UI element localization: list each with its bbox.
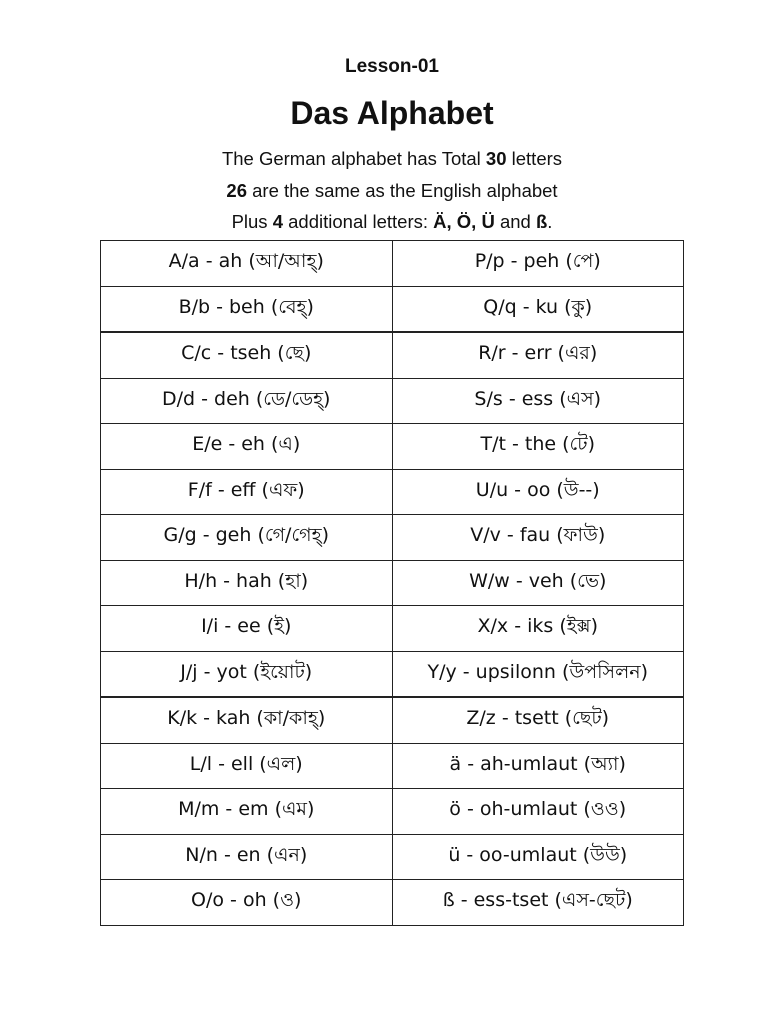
letter-cell-left: D/d - deh (ডে/ডেহ্)	[101, 378, 393, 424]
table-row	[101, 606, 684, 652]
additional-count: 4	[272, 211, 283, 232]
letter-cell-left: O/o - oh (ও)	[101, 880, 393, 926]
table-row	[101, 332, 684, 378]
umlaut-letters: Ä, Ö, Ü	[433, 211, 495, 232]
page-title: Das Alphabet	[290, 95, 494, 131]
letter-cell-left: G/g - geh (গে/গেহ্)	[101, 515, 393, 561]
letter-cell-right: T/t - the (টে)	[392, 424, 684, 470]
letter-cell-left: L/l - ell (এল)	[101, 743, 393, 789]
table-row	[101, 424, 684, 470]
table-row	[101, 789, 684, 835]
letter-cell-left: K/k - kah (কা/কাহ্)	[101, 697, 393, 743]
table-row	[101, 286, 684, 332]
letter-cell-left: A/a - ah (আ/আহ্)	[101, 241, 393, 287]
letter-cell-right: Z/z - tsett (ছেট)	[392, 697, 684, 743]
intro-text: are the same as the English alphabet	[246, 180, 558, 201]
table-row	[101, 880, 684, 926]
letter-cell-left: F/f - eff (এফ)	[101, 469, 393, 515]
letter-cell-right: U/u - oo (উ--)	[392, 469, 684, 515]
intro-line-1	[0, 148, 768, 170]
table-row	[101, 834, 684, 880]
same-count: 26	[226, 180, 247, 201]
table-row	[101, 560, 684, 606]
table-row	[101, 743, 684, 789]
letter-cell-left: B/b - beh (বেহ্)	[101, 286, 393, 332]
letter-cell-left: N/n - en (এন)	[101, 834, 393, 880]
table-row	[101, 651, 684, 697]
letter-cell-left: H/h - hah (হা)	[101, 560, 393, 606]
letter-cell-left: I/i - ee (ই)	[101, 606, 393, 652]
letter-cell-right: ä - ah-umlaut (অ্যা)	[392, 743, 684, 789]
letter-cell-right: ö - oh-umlaut (ওও)	[392, 789, 684, 835]
letter-cell-left: E/e - eh (এ)	[101, 424, 393, 470]
letter-cell-right: Q/q - ku (কু)	[392, 286, 684, 332]
table-row	[101, 378, 684, 424]
intro-text: The German alphabet has Total	[221, 148, 486, 169]
letter-cell-right: S/s - ess (এস)	[392, 378, 684, 424]
intro-line-3	[0, 211, 768, 233]
letter-cell-right: P/p - peh (পে)	[392, 241, 684, 287]
letter-cell-left: C/c - tseh (ছে)	[101, 332, 393, 378]
table-row	[101, 697, 684, 743]
intro-text: additional letters:	[283, 211, 434, 232]
table-row	[101, 469, 684, 515]
intro-text: letters	[506, 148, 563, 169]
total-count: 30	[485, 148, 507, 169]
intro-line-2	[0, 180, 768, 202]
letter-cell-right: Y/y - upsilonn (উপসিলন)	[392, 651, 684, 697]
intro-text: Plus	[231, 211, 273, 232]
letter-cell-right: V/v - fau (ফাউ)	[392, 515, 684, 561]
letter-cell-left: M/m - em (এম)	[101, 789, 393, 835]
table-row	[101, 241, 684, 287]
table-row	[101, 515, 684, 561]
letter-cell-right: R/r - err (এর)	[392, 332, 684, 378]
letter-cell-left: J/j - yot (ইয়োট)	[101, 651, 393, 697]
letter-cell-right: X/x - iks (ইক্স)	[392, 606, 684, 652]
lesson-label: Lesson-01	[345, 56, 439, 77]
intro-text: and	[494, 211, 536, 232]
letter-cell-right: W/w - veh (ভে)	[392, 560, 684, 606]
eszett-letter: ß	[535, 211, 548, 232]
intro-text: .	[547, 211, 553, 232]
letter-cell-right: ü - oo-umlaut (উউ)	[392, 834, 684, 880]
letter-cell-right: ß - ess-tset (এস-ছেট)	[392, 880, 684, 926]
alphabet-table	[100, 240, 684, 926]
